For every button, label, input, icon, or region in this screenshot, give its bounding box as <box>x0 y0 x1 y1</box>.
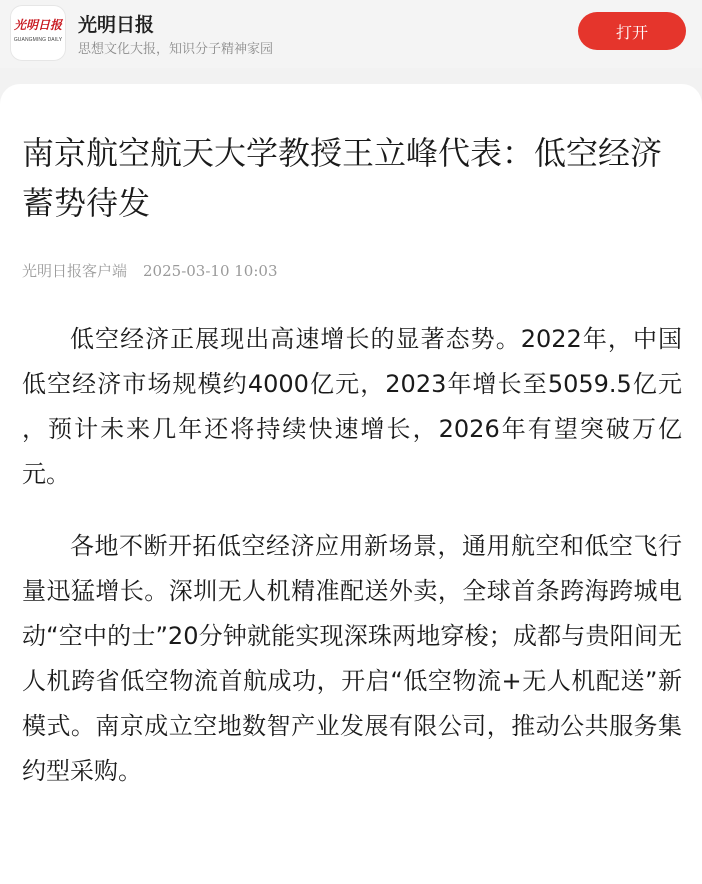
article-meta <box>22 260 278 281</box>
app-slogan: 思想文化大报，知识分子精神家园 <box>78 42 274 57</box>
logo-calligraphy: 光明日报 <box>14 18 63 32</box>
app-logo[interactable] <box>10 5 66 61</box>
app-banner <box>0 0 702 68</box>
article-datetime: 2025-03-10 10:03 <box>143 262 278 280</box>
article-title: 南京航空航天大学教授王立峰代表：低空经济蓄势待发 <box>22 134 663 222</box>
article-source[interactable]: 光明日报客户端 <box>22 262 128 280</box>
open-app-button[interactable]: 打开 <box>578 12 686 50</box>
logo-english: GUANGMING DAILY <box>13 37 63 43</box>
article-paragraph: 各地不断开拓低空经济应用新场景，通用航空和低空飞行量迅猛增长。深圳无人机精准配送外卖，全球首条跨海跨城电动“空中的士”20分钟就能实现深珠两地穿梭；成都与贵阳间无人机跨省低空物流首航成功，开启“低空物流+无人机配送”新模式。南京成立空地数智产业发展有限公司，推动公共服务集约型采购。 <box>22 532 682 785</box>
app-name: 光明日报 <box>78 14 155 36</box>
article-paragraph: 低空经济正展现出高速增长的显著态势。2022年，中国低空经济市场规模约4000亿元，2023年增长至5059.5亿元 ，预计未来几年还将持续快速增长，2026年有望突破万亿元。 <box>22 325 682 488</box>
